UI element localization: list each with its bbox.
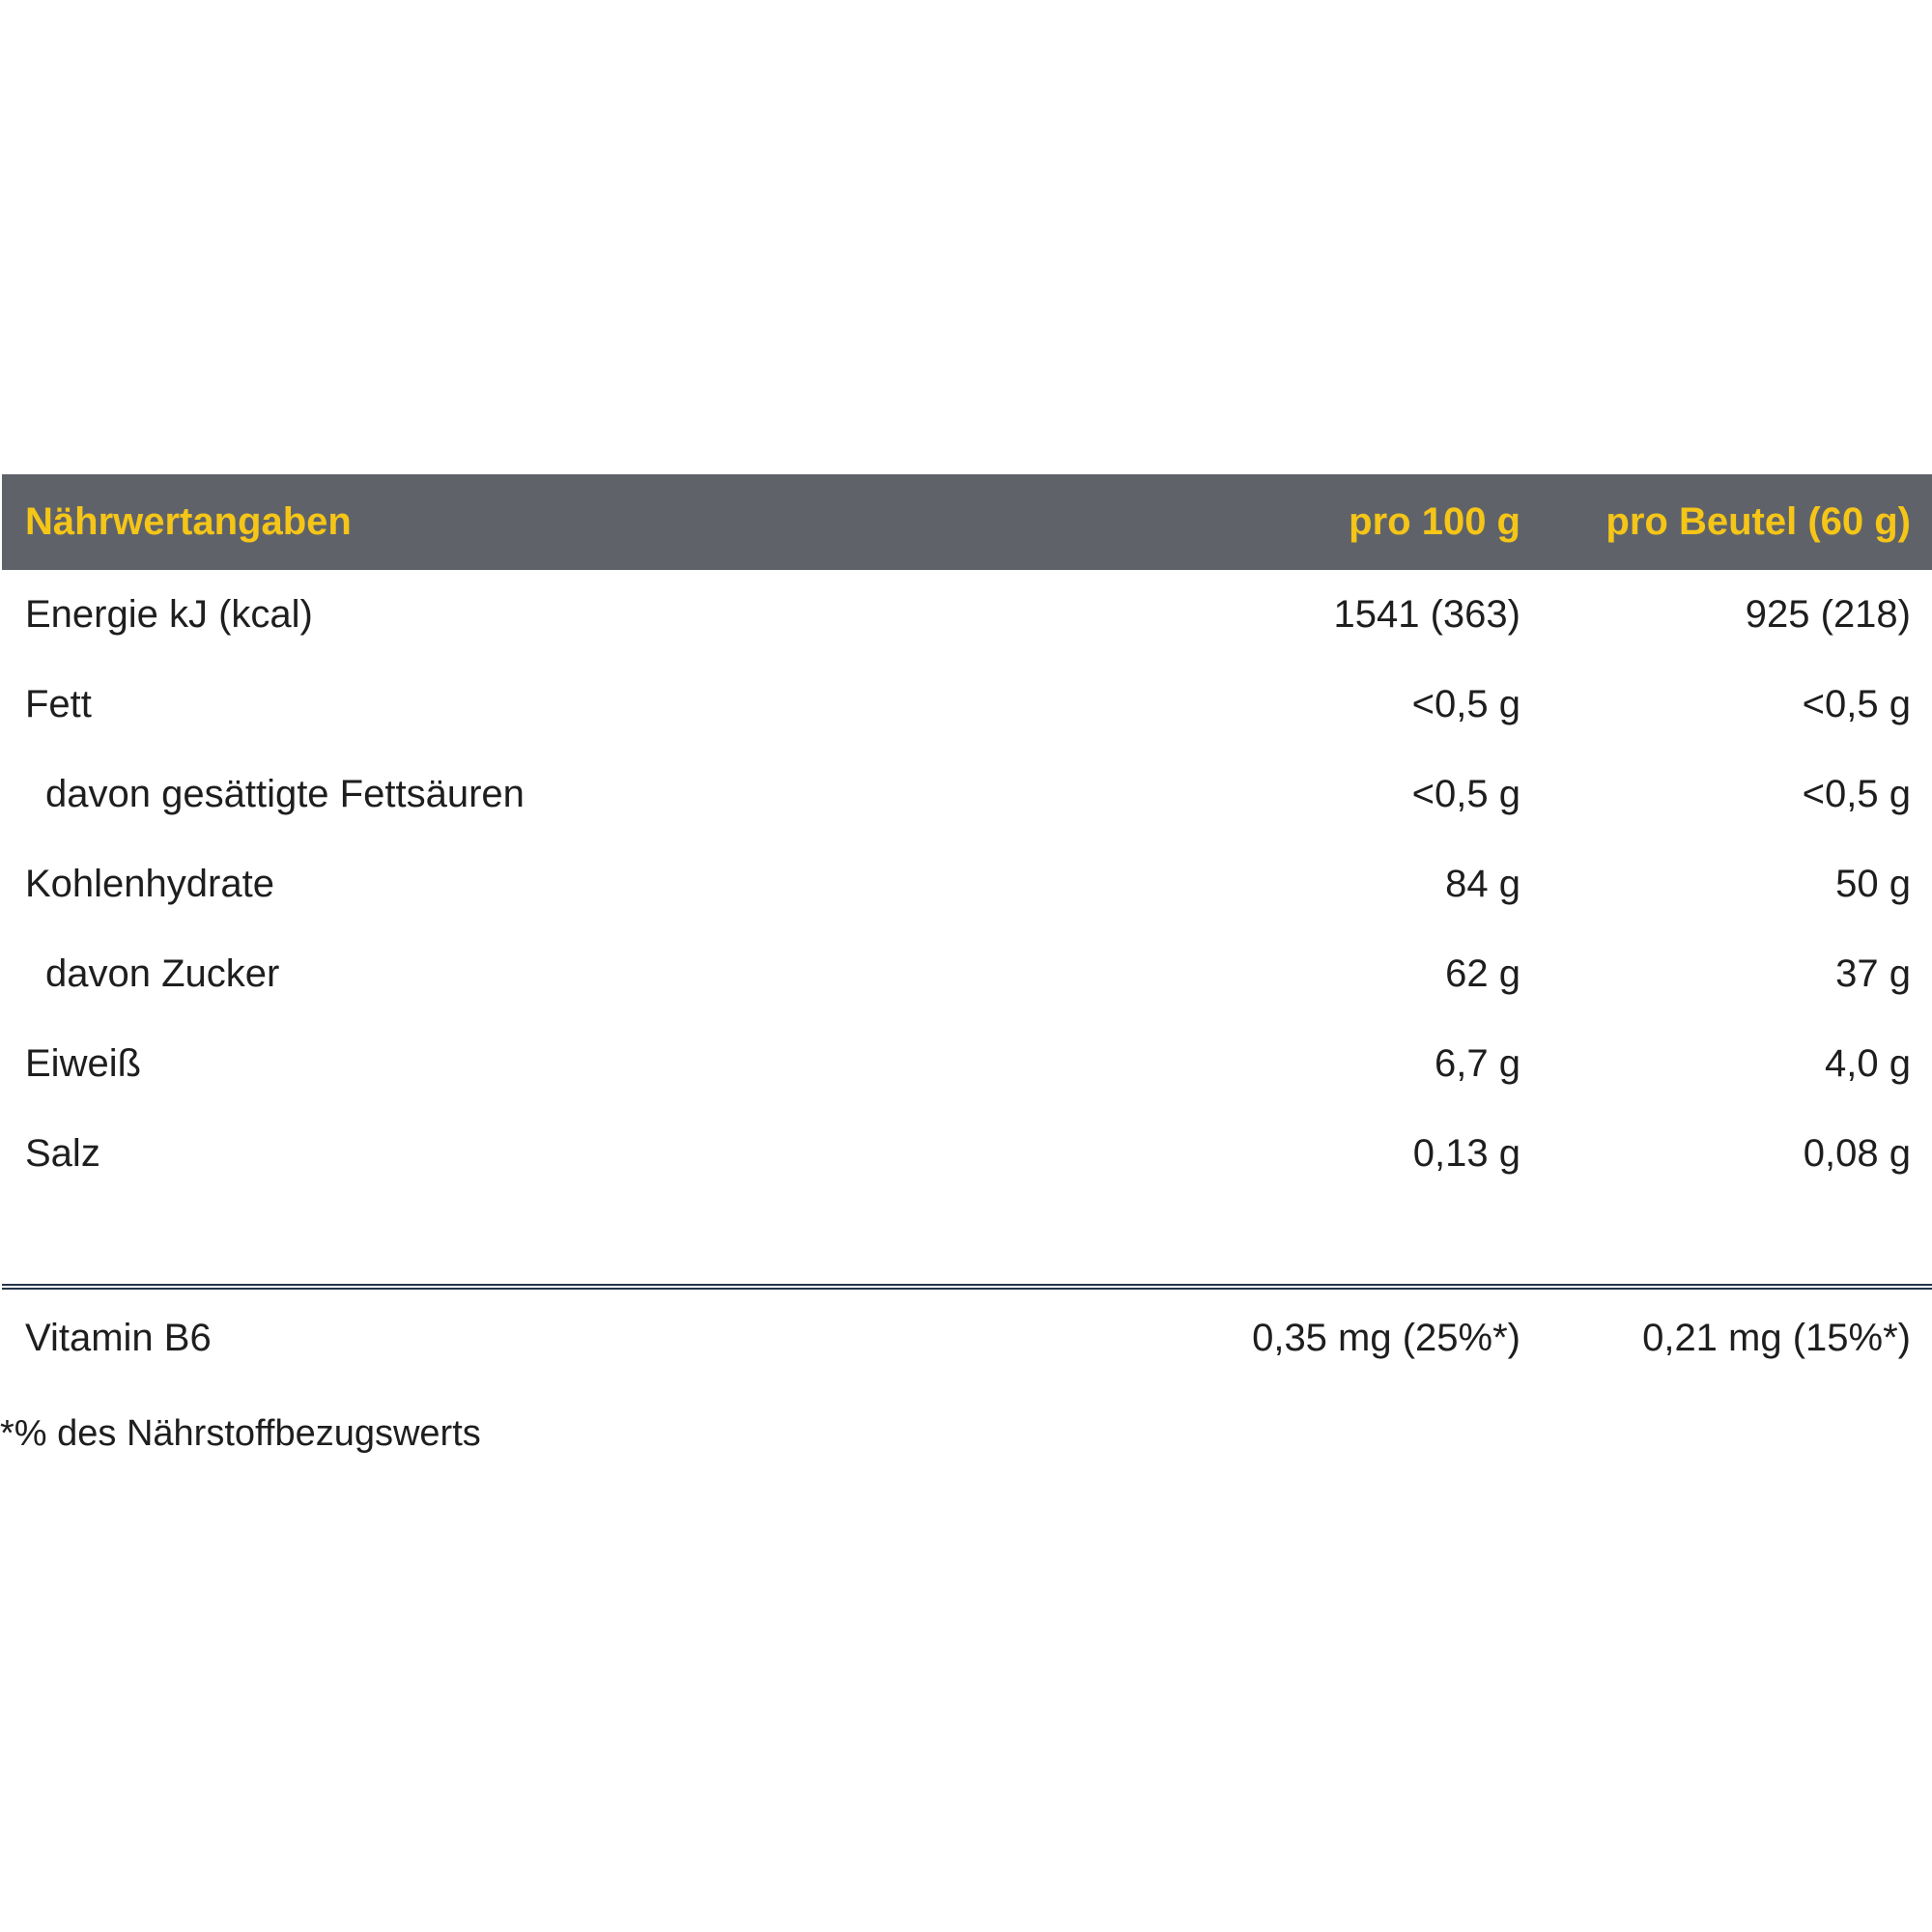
table-row-energy — [2, 570, 1932, 660]
row-label: Energie kJ (kcal) — [25, 593, 313, 636]
row-value-per-bag: <0,5 g — [1802, 683, 1911, 725]
header-title: Nährwertangaben — [25, 500, 352, 543]
footnote: *% des Nährstoffbezugswerts — [0, 1413, 481, 1454]
row-value-per-100g: 1541 (363) — [1333, 593, 1520, 636]
row-value-per-100g: 6,7 g — [1435, 1042, 1520, 1085]
row-value-per-bag: 4,0 g — [1825, 1042, 1911, 1085]
row-value-per-bag: 37 g — [1835, 952, 1911, 995]
row-value-per-bag: 0,21 mg (15%*) — [1642, 1316, 1911, 1359]
row-value-per-bag: 0,08 g — [1803, 1132, 1911, 1175]
row-label: davon Zucker — [45, 952, 280, 995]
row-label: Salz — [25, 1132, 100, 1175]
row-value-per-bag: 50 g — [1835, 863, 1911, 905]
table-row-fat — [2, 660, 1932, 750]
table-row-vitamin-b6 — [2, 1290, 1932, 1386]
row-value-per-bag: 925 (218) — [1745, 593, 1911, 636]
row-value-per-100g: <0,5 g — [1411, 773, 1520, 815]
table-row-salt — [2, 1109, 1932, 1199]
row-value-per-100g: 62 g — [1445, 952, 1520, 995]
row-label: Kohlenhydrate — [25, 863, 274, 905]
table-header — [2, 474, 1932, 570]
table-row-sugar — [2, 929, 1932, 1019]
row-label: davon gesättigte Fettsäuren — [45, 773, 525, 815]
table-row-saturated-fat — [2, 750, 1932, 839]
row-label: Vitamin B6 — [25, 1316, 212, 1359]
row-value-per-100g: 0,35 mg (25%*) — [1252, 1316, 1520, 1359]
table-row-carbohydrates — [2, 839, 1932, 929]
table-spacer — [2, 1199, 1932, 1284]
row-value-per-100g: <0,5 g — [1411, 683, 1520, 725]
header-col-per-100g: pro 100 g — [1349, 500, 1520, 543]
row-value-per-100g: 84 g — [1445, 863, 1520, 905]
row-value-per-100g: 0,13 g — [1412, 1132, 1520, 1175]
row-label: Fett — [25, 683, 92, 725]
table-row-protein — [2, 1019, 1932, 1109]
nutrition-table — [2, 474, 1932, 1386]
row-value-per-bag: <0,5 g — [1802, 773, 1911, 815]
row-label: Eiweiß — [25, 1042, 142, 1085]
header-col-per-bag: pro Beutel (60 g) — [1605, 500, 1911, 543]
